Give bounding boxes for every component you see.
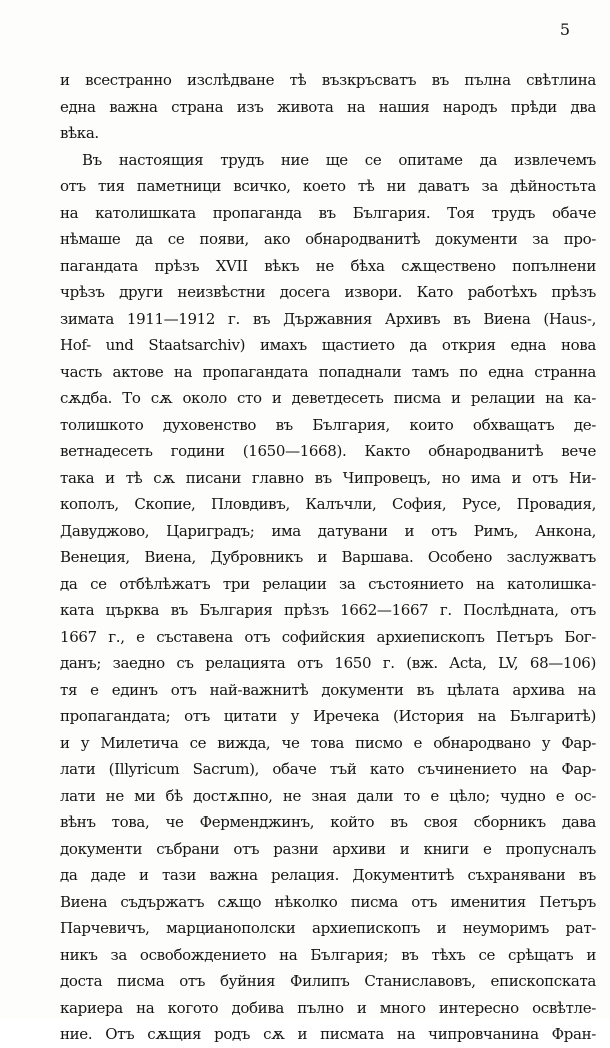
text-line: да се отбѣлѣжатъ три релации за състоянието на католишка- <box>60 574 596 593</box>
text-line: документи събрани отъ разни архиви и книги е пропусналъ <box>60 839 596 858</box>
text-line: чрѣзъ други неизвѣстни досега извори. Като работѣхъ прѣзъ <box>60 283 596 301</box>
text-line: нѣмаше да се появи, ако обнародванитѣ документи за про- <box>60 230 596 248</box>
text-line: доста писма отъ буйния Филипъ Станиславовъ, епископската <box>60 972 596 990</box>
text-line: лати не ми бѣ достѫпно, не зная дали то е цѣло; чудно е ос- <box>60 786 596 805</box>
text-line: пропагандата; отъ цитати у Иречека (История на Българитѣ) <box>60 707 596 725</box>
text-line: Виена съдържатъ сѫщо нѣколко писма отъ именития Петъръ <box>60 892 596 911</box>
text-line: да даде и тази важна релация. Документитѣ съхранявани въ <box>60 866 596 884</box>
text-line: Hof- und Staatsarchiv) имахъ щастието да открия една нова <box>60 336 596 354</box>
text-line: кополъ, Скопие, Пловдивъ, Калъчли, София, Русе, Провадия, <box>60 495 596 513</box>
text-line: часть актове на пропагандата попаднали тамъ по една странна <box>60 362 596 381</box>
text-line: Давуджово, Цариградъ; има датувани и отъ Римъ, Анкона, <box>60 521 596 540</box>
text-line: кариера на когото добива пълно и много интересно освѣтле- <box>60 998 596 1017</box>
text-line: ката църква въ България прѣзъ 1662—1667 г. Послѣдната, отъ <box>60 601 596 619</box>
body-text <box>60 67 596 1048</box>
text-line: пагандата прѣзъ XVII вѣкъ не бѣха сѫществено попълнени <box>60 256 596 275</box>
paragraph-first-line: Въ настоящия трудъ ние ще се опитаме да извлечемъ <box>82 150 596 169</box>
text-line: една важна страна изъ живота на нашия народъ прѣди два <box>60 97 596 116</box>
text-line: лати (Illyricum Sacrum), обаче тъй като съчинението на Фар- <box>60 760 596 778</box>
text-line: никъ за освобождението на България; въ тѣхъ се срѣщатъ и <box>60 945 596 964</box>
text-line: така и тѣ сѫ писани главно въ Чипровецъ, но има и отъ Ни- <box>60 468 596 487</box>
text-line: зимата 1911—1912 г. въ Държавния Архивъ въ Виена (Haus-, <box>60 309 596 328</box>
text-line: данъ; заедно съ релацията отъ 1650 г. (вж. Acta, LV, 68—106) <box>60 654 596 672</box>
text-line: ние. Отъ сѫщия родъ сѫ и писмата на чипровчанина Фран- <box>60 1025 596 1043</box>
page-number: 5 <box>559 20 570 39</box>
text-line: тя е единъ отъ най-важнитѣ документи въ цѣлата архива на <box>60 680 596 699</box>
text-line: на католишката пропаганда въ България. Тоя трудъ обаче <box>60 203 596 222</box>
text-line: вѣка. <box>60 124 99 142</box>
text-line: Венеция, Виена, Дубровникъ и Варшава. Особено заслужватъ <box>60 548 596 566</box>
text-line: и у Милетича се вижда, че това писмо е обнародвано у Фар- <box>60 733 596 752</box>
text-line: и всестранно изслѣдване тѣ възкръсватъ въ пълна свѣтлина <box>60 71 596 89</box>
text-line: отъ тия паметници всичко, което тѣ ни даватъ за дѣйностьта <box>60 177 596 195</box>
text-line: ветнадесеть години (1650—1668). Както обнародванитѣ вече <box>60 442 596 460</box>
text-line: сѫдба. То сѫ около сто и деветдесеть писма и релации на ка- <box>60 389 596 407</box>
text-line: Парчевичъ, марцианополски архиепископъ и неуморимъ рат- <box>60 919 596 937</box>
text-line: толишкото духовенство въ България, които обхващатъ де- <box>60 415 596 434</box>
text-line: 1667 г., е съставена отъ софийския архиепископъ Петъръ Бог- <box>60 627 596 646</box>
text-line: вѣнъ това, че Ферменджинъ, който въ своя сборникъ дава <box>60 813 596 831</box>
